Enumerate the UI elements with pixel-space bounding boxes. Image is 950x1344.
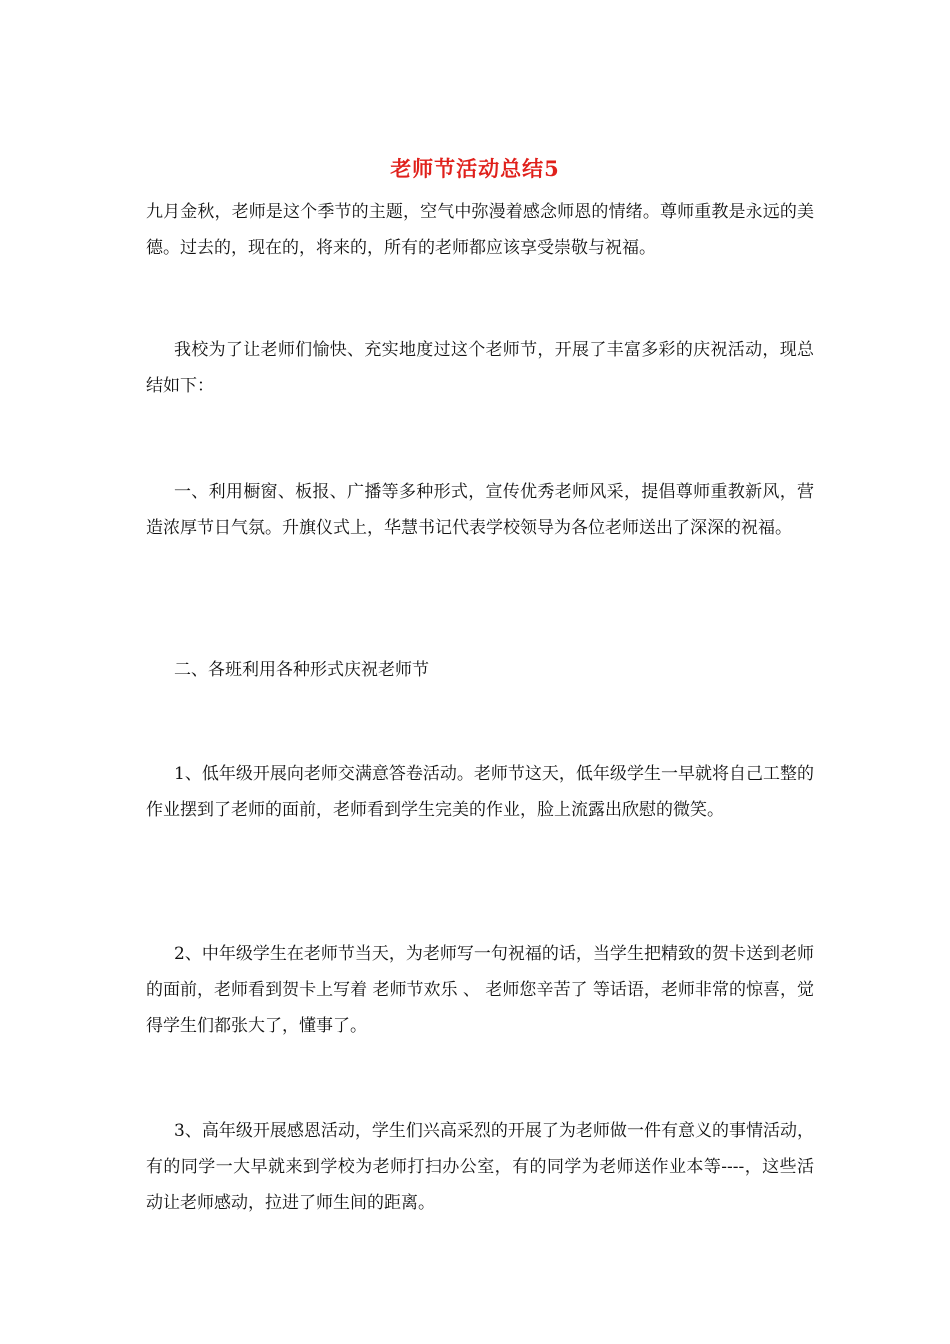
overview-paragraph: 我校为了让老师们愉快、充实地度过这个老师节，开展了丰富多彩的庆祝活动，现总结如下：	[146, 340, 814, 396]
section-one-paragraph: 一、利用橱窗、板报、广播等多种形式，宣传优秀老师风采，提倡尊师重教新风，营造浓厚节日气氛。升旗仪式上，华慧书记代表学校领导为各位老师送出了深深的祝福。	[146, 482, 814, 538]
intro-paragraph: 九月金秋，老师是这个季节的主题，空气中弥漫着感念师恩的情绪。尊师重教是永远的美德。过去的，现在的，将来的，所有的老师都应该享受崇敬与祝福。	[146, 202, 814, 258]
item-one-paragraph: 1、低年级开展向老师交满意答卷活动。老师节这天，低年级学生一早就将自己工整的作业摆到了老师的面前，老师看到学生完美的作业，脸上流露出欣慰的微笑。	[146, 764, 814, 820]
item-three-paragraph: 3、高年级开展感恩活动，学生们兴高采烈的开展了为老师做一件有意义的事情活动，有的同学一大早就来到学校为老师打扫办公室，有的同学为老师送作业本等----，这些活动让老师感动，拉进了师生间的距离。	[146, 1121, 814, 1213]
section-two-heading: 二、各班利用各种形式庆祝老师节	[174, 660, 429, 680]
document-title: 老师节活动总结5	[390, 156, 560, 181]
item-two-paragraph: 2、中年级学生在老师节当天，为老师写一句祝福的话，当学生把精致的贺卡送到老师的面前，老师看到贺卡上写着 老师节欢乐 、 老师您辛苦了 等话语，老师非常的惊喜，觉得学生们都张大了，懂事了。	[146, 944, 814, 1036]
